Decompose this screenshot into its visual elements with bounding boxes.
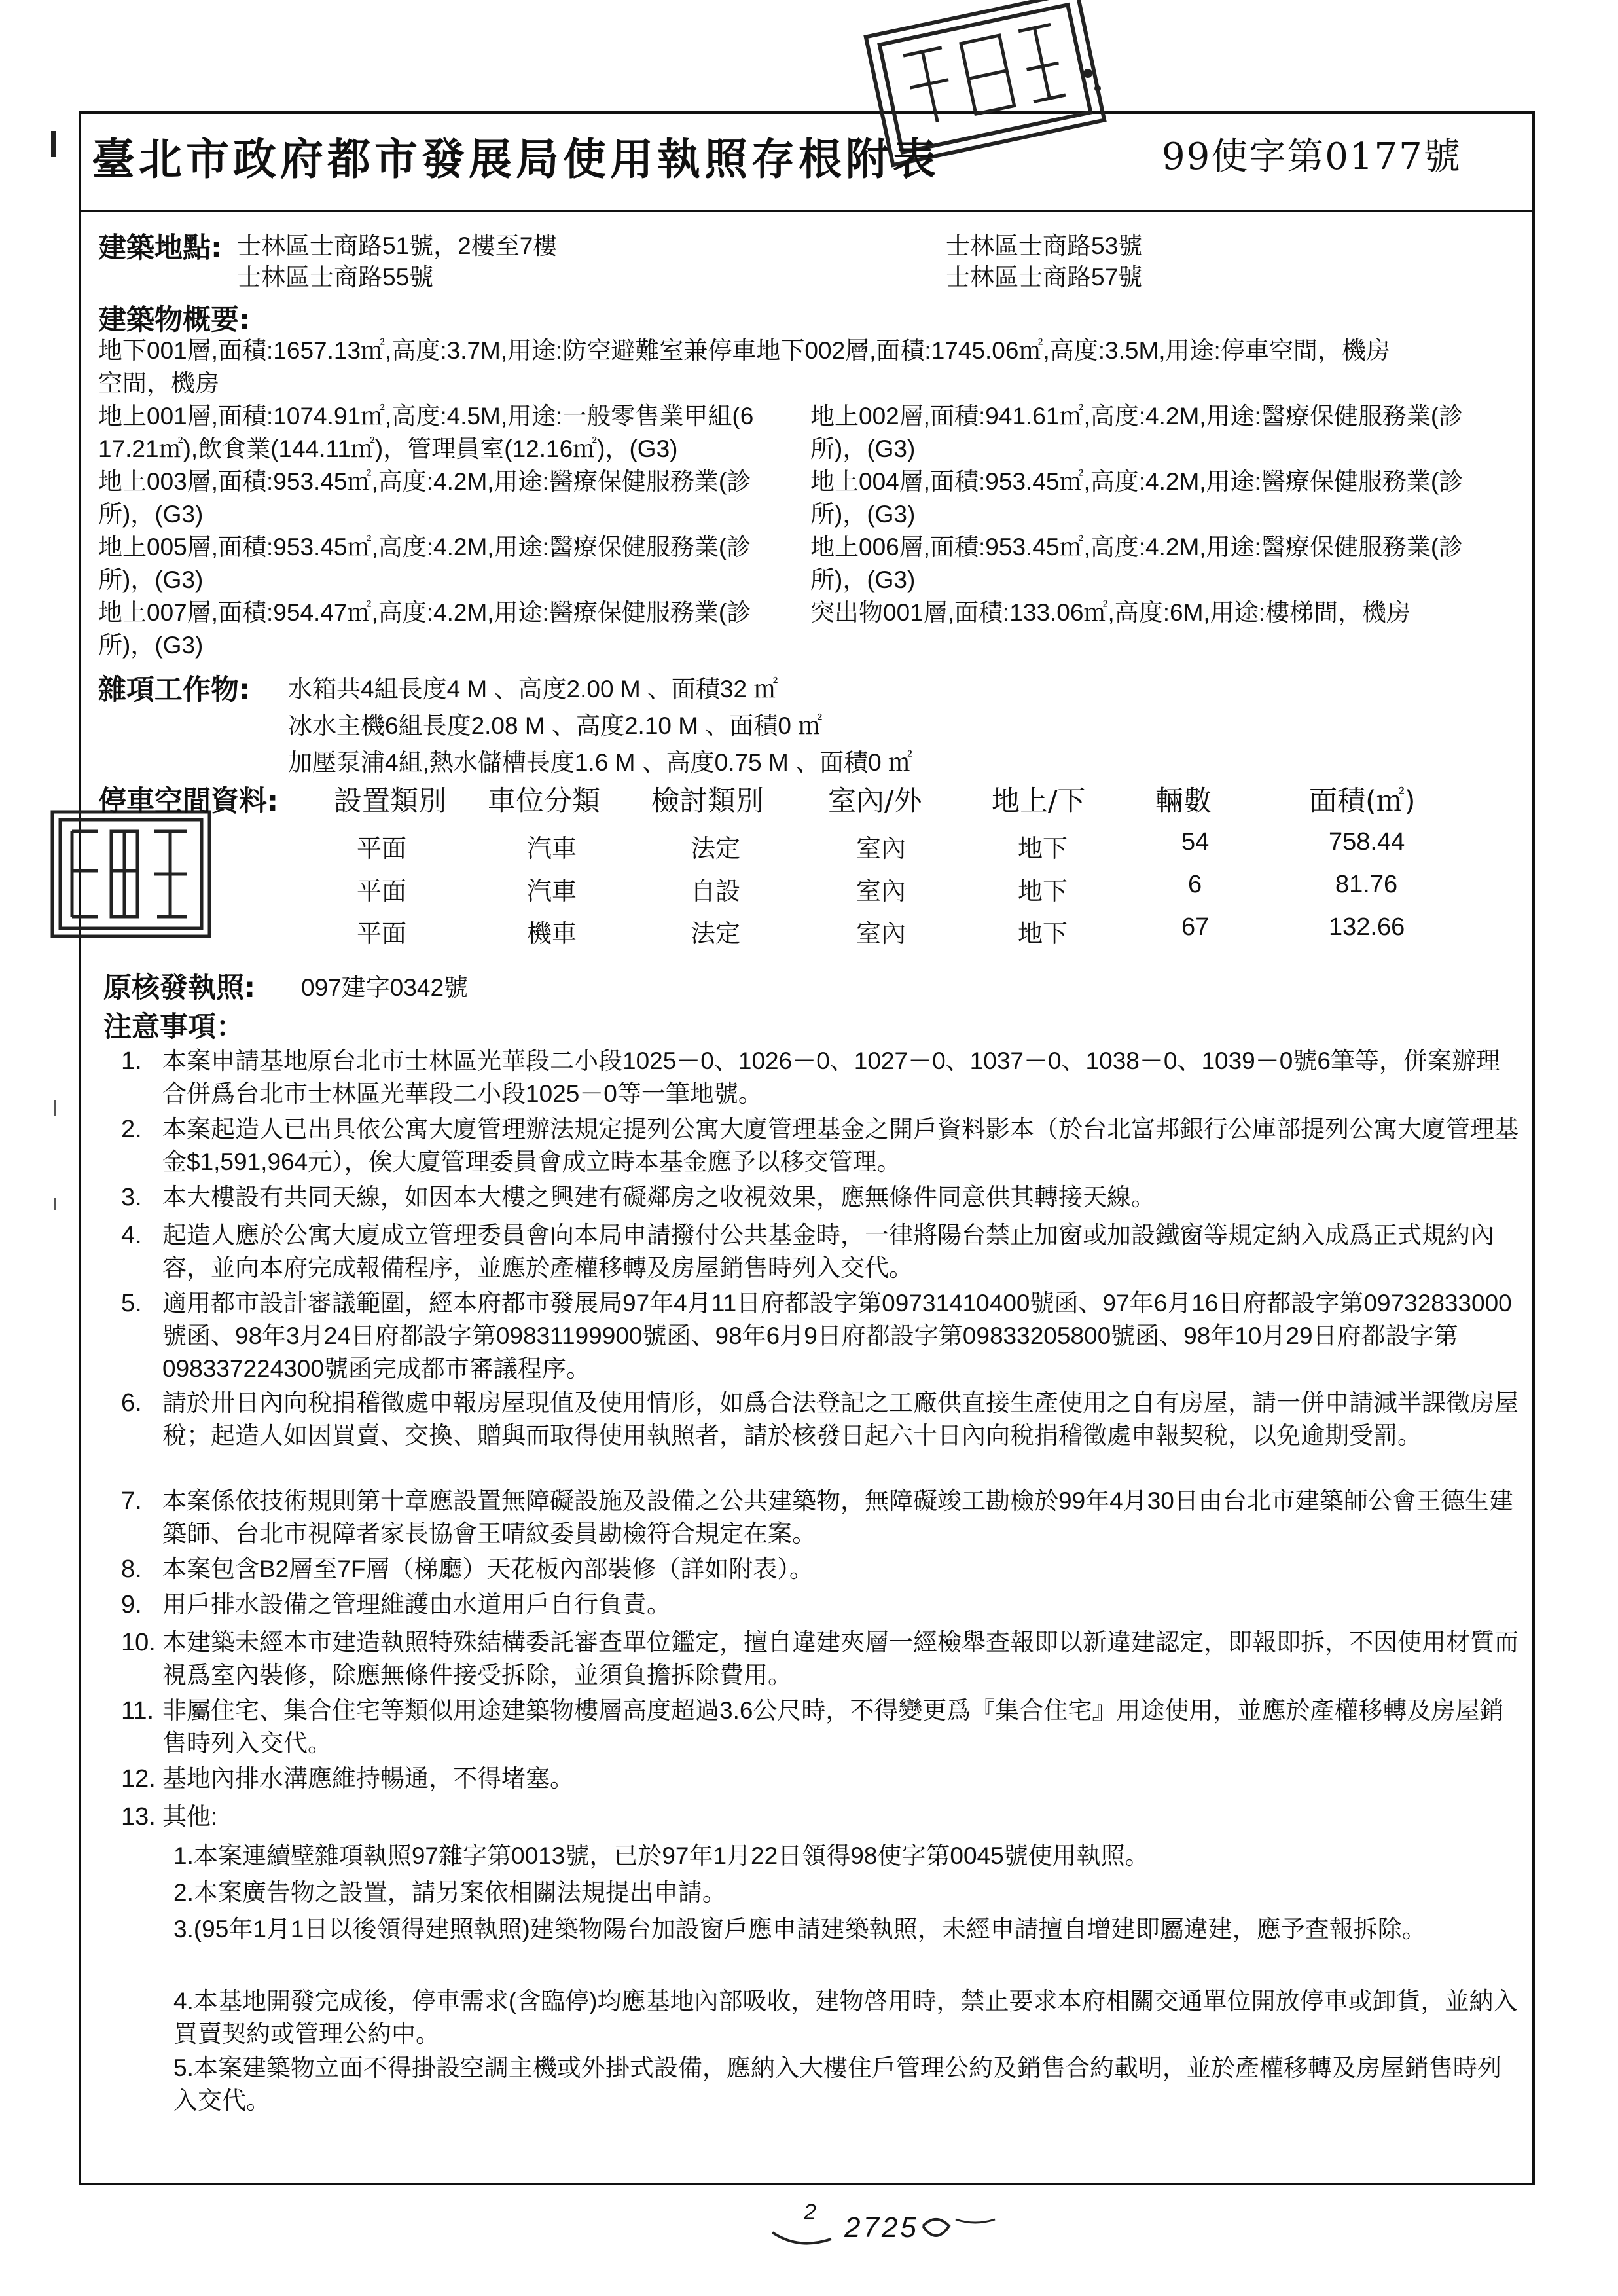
overview-line-2: 地上001層,面積:1074.91㎡,高度:4.5M,用途:一般零售業甲組(6 xyxy=(98,403,754,429)
parking-cell: 自設 xyxy=(691,878,741,905)
site-label: 建築地點: xyxy=(98,232,223,264)
overview-line-15: 突出物001層,面積:133.06㎡,高度:6M,用途:樓梯間，機房 xyxy=(810,599,1411,626)
other-sub-item: 4.本基地開發完成後，停車需求(含臨停)均應基地內部吸收，建物啓用時，禁止要求本府相關交通單位開放停車或卸貨，並納入買賣契約或管理公約中。 xyxy=(173,1988,1518,2047)
parking-header-5: 輛數 xyxy=(1155,785,1212,818)
misc-line-1: 冰水主機6組長度2.08 M 、高度2.10 M 、面積0 ㎡ xyxy=(288,712,823,739)
other-sub-item: 1.本案連續壁雜項執照97雜字第0013號，已於97年1月22日領得98使字第0045號使用執照。 xyxy=(173,1842,1149,1869)
parking-cell: 汽車 xyxy=(527,878,577,905)
parking-header-6: 面積(㎡) xyxy=(1309,785,1416,818)
notes-label: 注意事項： xyxy=(103,1011,244,1044)
overview-line-16: 所)，(G3) xyxy=(98,632,204,659)
parking-label: 停車空間資料: xyxy=(98,785,279,818)
note-number: 4. xyxy=(121,1222,142,1249)
overview-line-0: 地下001層,面積:1657.13㎡,高度:3.7M,用途:防空避難室兼停車地下002層,面積:1745.06㎡,高度:3.5M,用途:停車空間，機房 xyxy=(98,337,1390,364)
parking-cell: 地下 xyxy=(1018,835,1068,863)
top-seal-dot xyxy=(1083,69,1092,78)
note-number: 11. xyxy=(121,1697,154,1724)
parking-cell: 地下 xyxy=(1018,920,1068,948)
overview-line-3: 地上002層,面積:941.61㎡,高度:4.2M,用途:醫療保健服務業(診 xyxy=(810,403,1464,429)
original-permit-label: 原核發執照: xyxy=(103,972,256,1004)
note-text: 基地內排水溝應維持暢通，不得堵塞。 xyxy=(162,1765,574,1792)
parking-cell: 81.76 xyxy=(1335,871,1398,898)
parking-cell: 758.44 xyxy=(1329,828,1405,856)
parking-cell: 54 xyxy=(1181,828,1210,856)
note-number: 6. xyxy=(121,1389,142,1417)
note-number: 3. xyxy=(121,1184,142,1211)
top-seal-dot-2 xyxy=(1094,85,1101,92)
parking-cell: 地下 xyxy=(1018,878,1068,905)
note-text: 本建築未經本市建造執照特殊結構委託審查單位鑑定，擅自違建夾層一經檢舉查報即以新違建認定，即報即拆，不因使用材質而視爲室內裝修，除應無條件接受拆除，並須負擔拆除費用。 xyxy=(162,1629,1519,1688)
note-text: 本大樓設有共同天線，如因本大樓之興建有礙鄰房之收視效果，應無條件同意供其轉接天線。 xyxy=(162,1184,1155,1211)
overview-line-4: 17.21㎡),飲食業(144.11㎡)，管理員室(12.16㎡)，(G3) xyxy=(98,435,678,462)
parking-cell: 平面 xyxy=(357,920,407,948)
site-address-4: 士林區士商路57號 xyxy=(946,264,1143,291)
parking-cell: 室內 xyxy=(856,920,907,948)
note-text: 用戶排水設備之管理維護由水道用戶自行負責。 xyxy=(162,1591,671,1618)
site-address-2: 士林區士商路53號 xyxy=(946,232,1143,259)
other-sub-item: 2.本案廣告物之設置，請另案依相關法規提出申請。 xyxy=(173,1879,727,1906)
parking-cell: 法定 xyxy=(691,835,741,863)
footer-scribble xyxy=(766,2200,1015,2259)
parking-cell: 室內 xyxy=(856,878,907,905)
overview-line-11: 地上006層,面積:953.45㎡,高度:4.2M,用途:醫療保健服務業(診 xyxy=(810,534,1464,560)
overview-line-9: 所)，(G3) xyxy=(810,501,916,528)
parking-cell: 室內 xyxy=(856,835,907,863)
overview-line-10: 地上005層,面積:953.45㎡,高度:4.2M,用途:醫療保健服務業(診 xyxy=(98,534,751,560)
note-text: 起造人應於公寓大廈成立管理委員會向本局申請撥付公共基金時，一律將陽台禁止加窗或加設鐵窗等規定納入成爲正式規約內容，並向本府完成報備程序，並應於產權移轉及房屋銷售時列入交代。 xyxy=(162,1222,1494,1281)
title-divider xyxy=(79,210,1535,212)
parking-header-0: 設置類別 xyxy=(334,785,446,818)
parking-cell: 機車 xyxy=(527,920,577,948)
note-number: 10. xyxy=(121,1629,156,1656)
original-permit-value: 097建字0342號 xyxy=(301,974,469,1001)
overview-line-12: 所)，(G3) xyxy=(98,566,204,593)
overview-line-7: 地上004層,面積:953.45㎡,高度:4.2M,用途:醫療保健服務業(診 xyxy=(810,468,1464,495)
note-number: 12. xyxy=(121,1765,156,1793)
note-text: 請於卅日內向稅捐稽徵處申報房屋現值及使用情形，如爲合法登記之工廠供直接生產使用之自有房屋，請一併申請減半課徵房屋稅；起造人如因買賣、交換、贈與而取得使用執照者，請於核發日起六十日內向稅捐稽徵處申報契稅，以免逾期受罰。 xyxy=(162,1389,1519,1449)
parking-cell: 平面 xyxy=(357,878,407,905)
note-number: 9. xyxy=(121,1591,142,1618)
note-text: 本案起造人已出具依公寓大廈管理辦法規定提列公寓大廈管理基金之開戶資料影本（於台北富邦銀行公庫部提列公寓大廈管理基金$1,591,964元），俟大廈管理委員會成立時本基金應予以移交管理。 xyxy=(162,1116,1519,1175)
parking-cell: 法定 xyxy=(691,920,741,948)
site-address-3: 士林區士商路55號 xyxy=(237,264,434,291)
margin-mark xyxy=(54,1198,56,1210)
margin-mark xyxy=(51,131,56,157)
note-number: 1. xyxy=(121,1048,142,1075)
document-title: 臺北市政府都市發展局使用執照存根附表 xyxy=(92,134,940,185)
parking-header-1: 車位分類 xyxy=(488,785,600,818)
parking-cell: 平面 xyxy=(357,835,407,863)
parking-cell: 汽車 xyxy=(527,835,577,863)
misc-label: 雜項工作物: xyxy=(98,674,251,706)
overview-line-5: 所)，(G3) xyxy=(810,435,916,462)
parking-cell: 6 xyxy=(1188,871,1202,898)
other-sub-item: 5.本案建築物立面不得掛設空調主機或外掛式設備，應納入大樓住戶管理公約及銷售合約載明，並於產權移轉及房屋銷售時列入交代。 xyxy=(173,2054,1501,2114)
overview-line-1: 空間，機房 xyxy=(98,370,219,397)
misc-line-2: 加壓泵浦4組,熱水儲槽長度1.6 M 、高度0.75 M 、面積0 ㎡ xyxy=(288,749,912,776)
note-number: 8. xyxy=(121,1556,142,1583)
overview-label: 建築物概要: xyxy=(98,304,251,337)
parking-header-3: 室內/外 xyxy=(828,785,922,818)
side-seal-stamp xyxy=(46,805,216,943)
overview-line-8: 所)，(G3) xyxy=(98,501,204,528)
other-sub-item: 3.(95年1月1日以後領得建照執照)建築物陽台加設窗戶應申請建築執照，未經申請擅自增建即屬違建，應予查報拆除。 xyxy=(173,1916,1426,1942)
note-number: 13. xyxy=(121,1803,156,1831)
misc-line-0: 水箱共4組長度4 M 、高度2.00 M 、面積32 ㎡ xyxy=(288,676,778,702)
overview-line-14: 地上007層,面積:954.47㎡,高度:4.2M,用途:醫療保健服務業(診 xyxy=(98,599,751,626)
note-text: 本案申請基地原台北市士林區光華段二小段1025－0、1026－0、1027－0、1037－0、1038－0、1039－0號6筆等，併案辦理合併爲台北市士林區光華段二小段1025－0等一筆地號。 xyxy=(162,1048,1500,1107)
note-text: 非屬住宅、集合住宅等類似用途建築物樓層高度超過3.6公尺時，不得變更爲『集合住宅』用途使用，並應於產權移轉及房屋銷售時列入交代。 xyxy=(162,1697,1504,1757)
note-text: 適用都市設計審議範圍，經本府都市發展局97年4月11日府都設字第09731410400號函、97年6月16日府都設字第09732833000號函、98年3月24日府都設字第09831199900號函、98年6月9日府都設字第09833205800號函、98年10月29日府都設字第098337224300號函完成都市審議程序。 xyxy=(162,1290,1512,1382)
parking-cell: 132.66 xyxy=(1329,913,1405,941)
note-text: 本案係依技術規則第十章應設置無障礙設施及設備之公共建築物，無障礙竣工勘檢於99年4月30日由台北市建築師公會王德生建築師、台北市視障者家長協會王晴紋委員勘檢符合規定在案。 xyxy=(162,1487,1513,1547)
note-number: 2. xyxy=(121,1116,142,1143)
margin-mark xyxy=(54,1100,56,1116)
note-text: 本案包含B2層至7F層（梯廳）天花板內部裝修（詳如附表）。 xyxy=(162,1556,814,1582)
note-number: 7. xyxy=(121,1487,142,1515)
overview-line-6: 地上003層,面積:953.45㎡,高度:4.2M,用途:醫療保健服務業(診 xyxy=(98,468,751,495)
page-mark: 2 xyxy=(804,2200,816,2225)
parking-cell: 67 xyxy=(1181,913,1210,941)
note-number: 5. xyxy=(121,1290,142,1317)
parking-header-4: 地上/下 xyxy=(992,785,1086,818)
site-address-1: 士林區士商路51號，2樓至7樓 xyxy=(237,232,558,259)
note-text: 其他: xyxy=(162,1803,218,1830)
permit-number: 99使字第0177號 xyxy=(1162,136,1462,178)
parking-header-2: 檢討類別 xyxy=(651,785,764,818)
overview-line-13: 所)，(G3) xyxy=(810,566,916,593)
serial-number: 2725 xyxy=(844,2212,919,2244)
